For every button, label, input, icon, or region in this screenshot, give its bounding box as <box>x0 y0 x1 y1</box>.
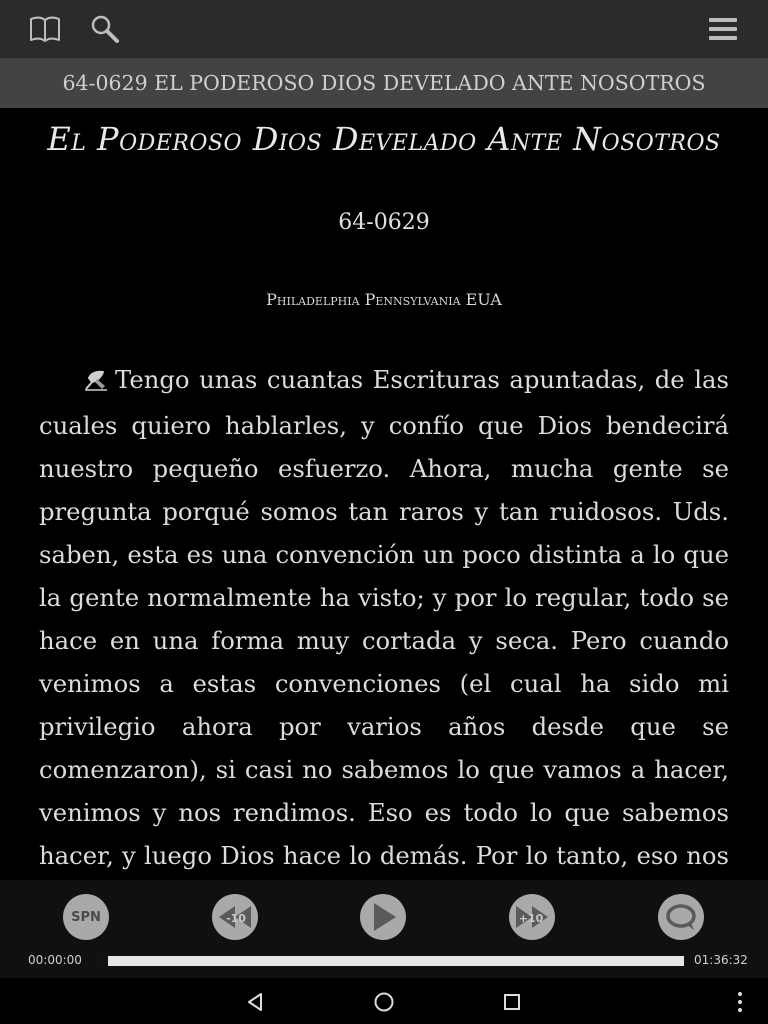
play-icon <box>368 901 398 933</box>
fast-forward-icon <box>512 902 552 932</box>
forward-label: +10 <box>518 912 544 925</box>
chat-button[interactable] <box>658 894 704 940</box>
spn-label: SPN <box>71 909 101 925</box>
paragraph-text: Tengo unas cuantas Escrituras apuntadas, de las cuales quiero hablarles, y confío que Dios bendecirá nuestro pequeño esfuerzo. Ahora, mucha gente se pregunta porqué somos tan raros y tan ruidosos. Uds. saben, esta es una convención un poco distinta a lo que la gente normalmente ha visto; y por lo regular, todo se hace en una forma muy cortada y seca. Pero cuando venimos a estas convenciones (el cual ha sido mi privilegio ahora por varios años desde que se comenzaron), si casi no sabemos lo que vamos a hacer, venimos y nos rendimos. Eso es todo lo que sabemos hacer, y luego Dios hace lo demás. Por lo tanto, eso nos <box>39 365 729 870</box>
progress-bar[interactable] <box>98 956 684 966</box>
recents-square-icon <box>502 992 522 1012</box>
back-triangle-icon <box>246 992 266 1012</box>
reader-content[interactable] <box>0 108 768 880</box>
paragraph[interactable] <box>39 358 729 880</box>
recents-button[interactable] <box>495 985 529 1019</box>
rewind-10-button[interactable] <box>212 894 258 940</box>
rewind-label: -10 <box>226 912 246 925</box>
total-duration: 01:36:32 <box>694 953 748 967</box>
system-navigation-bar <box>0 978 768 1024</box>
forward-10-button[interactable] <box>509 894 555 940</box>
book-button[interactable] <box>25 9 65 49</box>
overflow-button[interactable] <box>723 985 757 1019</box>
home-circle-icon <box>373 991 395 1013</box>
back-button[interactable] <box>239 985 273 1019</box>
top-toolbar <box>0 0 768 58</box>
menu-button[interactable] <box>703 9 743 49</box>
overflow-dots-icon <box>736 991 744 1013</box>
home-button[interactable] <box>367 985 401 1019</box>
spn-button[interactable] <box>63 894 109 940</box>
sermon-code: 64-0629 <box>338 210 430 235</box>
search-button[interactable] <box>85 9 125 49</box>
play-button[interactable] <box>360 894 406 940</box>
quill-icon[interactable] <box>61 361 109 404</box>
search-icon <box>90 14 120 44</box>
audio-player <box>0 880 768 978</box>
elapsed-time: 00:00:00 <box>28 953 82 967</box>
chat-bubble-icon <box>664 902 698 932</box>
sermon-header-title: 64-0629 EL PODEROSO DIOS DEVELADO ANTE NOSOTROS <box>0 58 768 108</box>
progress-thumb[interactable] <box>98 955 108 967</box>
hamburger-menu-icon <box>708 16 738 42</box>
book-icon <box>29 15 61 43</box>
rewind-icon <box>215 902 255 932</box>
sermon-location: Philadelphia Pennsylvania EUA <box>266 290 502 309</box>
sermon-title: El Poderoso Dios Develado Ante Nosotros <box>47 120 721 158</box>
